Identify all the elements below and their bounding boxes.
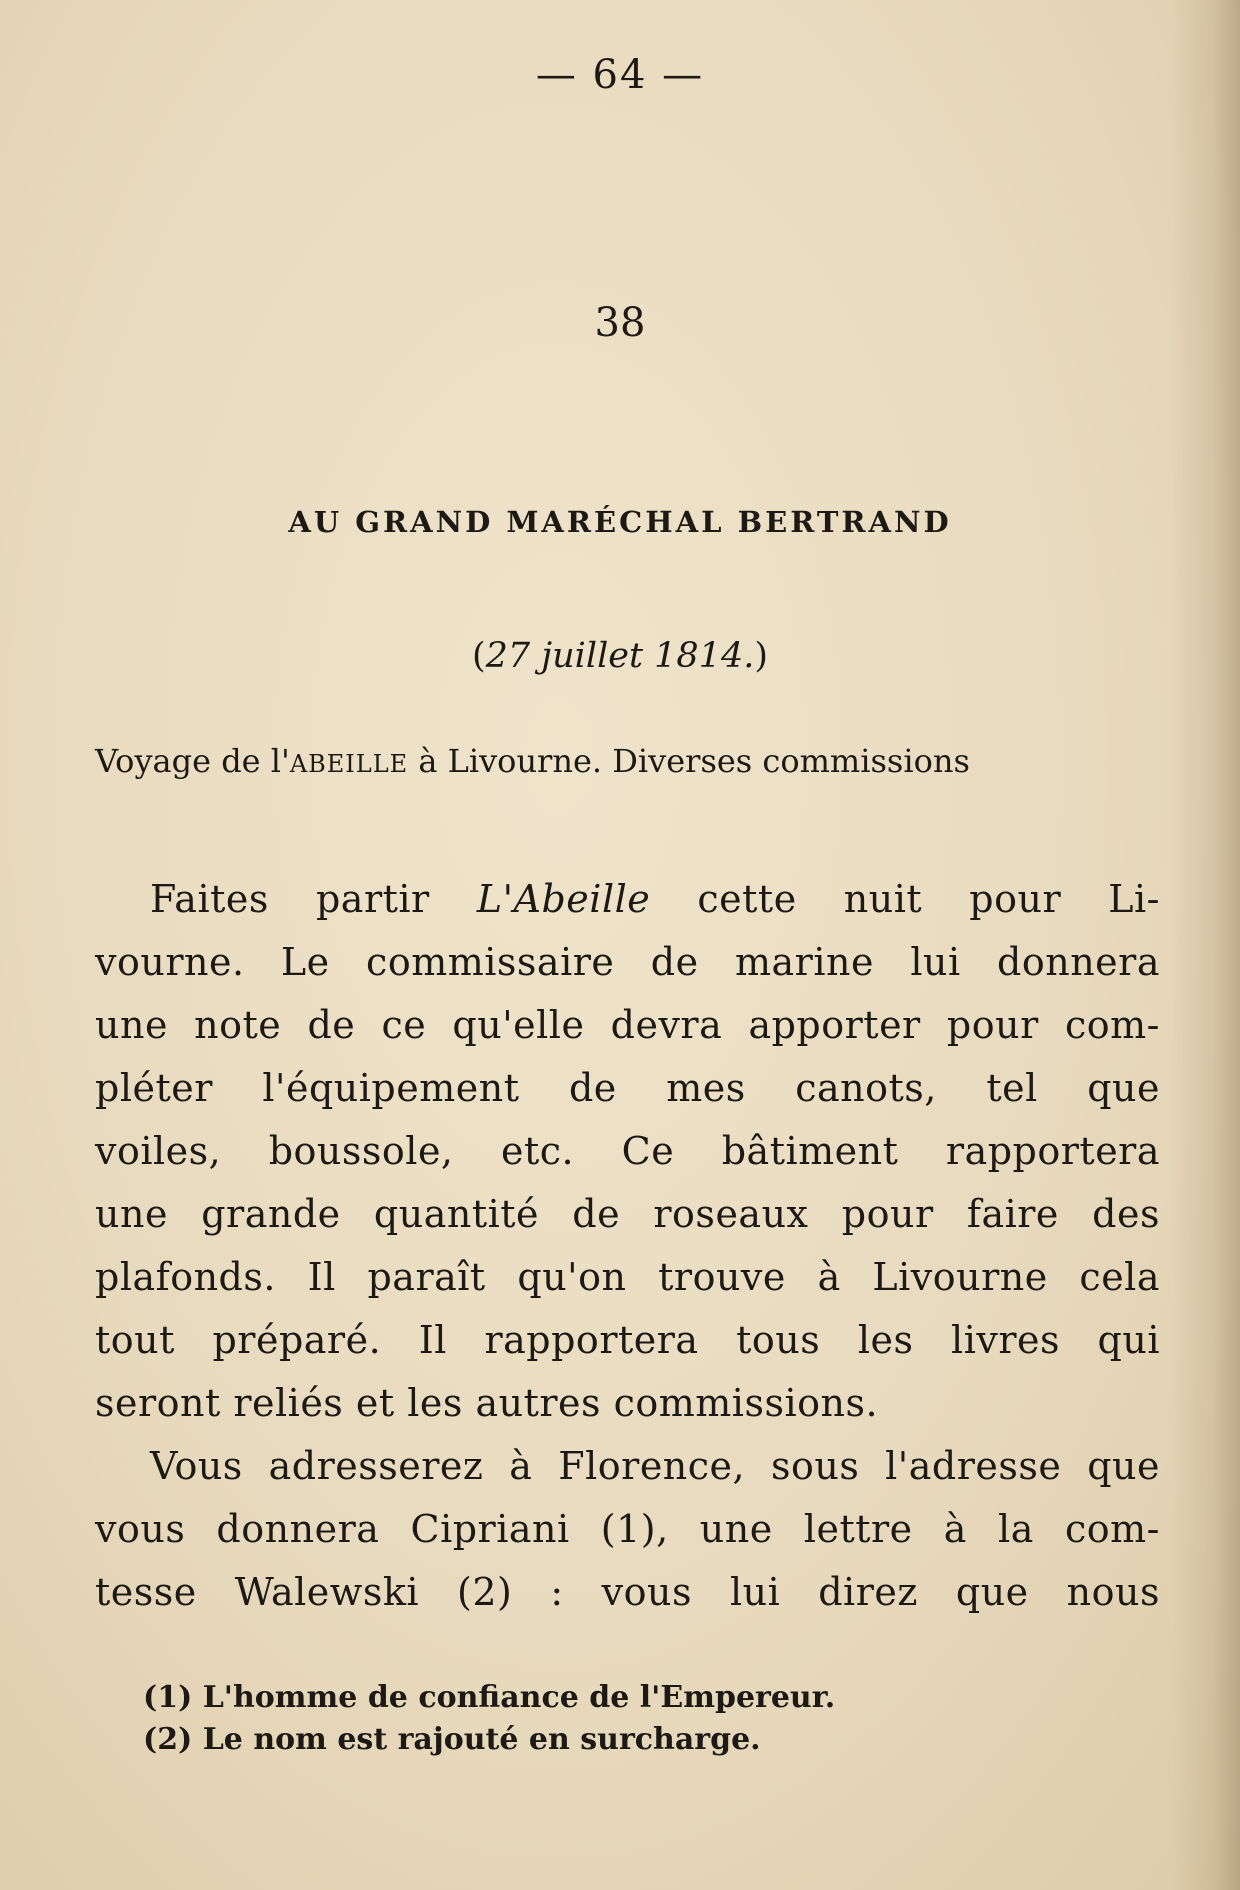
date-close-paren: ) [754, 636, 769, 676]
footnotes [143, 1677, 1153, 1761]
body-line [95, 868, 1160, 931]
date-text: 27 juillet 1814. [485, 636, 755, 676]
body-line: une grande quantité de roseaux pour faire des [95, 1192, 1160, 1236]
body-line: voiles, boussole, etc. Ce bâtiment rapportera [95, 1129, 1160, 1173]
body-line: une note de ce qu'elle devra apporter pour com- [95, 1003, 1160, 1047]
page-edge-shadow [1170, 0, 1240, 1890]
footnote-2: (2) Le nom est rajouté en surcharge. [143, 1722, 761, 1757]
body-line: pléter l'équipement de mes canots, tel que [95, 1066, 1160, 1110]
letter-number: 38 [594, 300, 646, 346]
body-line: tout préparé. Il rapportera tous les livres qui [95, 1318, 1160, 1362]
footnote-1: (1) L'homme de confiance de l'Empereur. [143, 1680, 836, 1715]
line1-start: Faites partir [150, 877, 477, 921]
letter-date [0, 636, 1240, 676]
body-line: vous donnera Cipriani (1), une lettre à la com- [95, 1507, 1160, 1551]
body-line: Vous adresserez à Florence, sous l'adresse que [150, 1444, 1160, 1488]
letter-addressee: AU GRAND MARÉCHAL BERTRAND [288, 505, 952, 539]
body-line: seront reliés et les autres commissions. [95, 1381, 879, 1425]
page-number: — 64 — [535, 52, 705, 98]
line1-ship-name: L'Abeille [476, 877, 651, 921]
summary-after: à Livourne. Diverses commissions [408, 742, 970, 780]
line1-end: cette nuit pour Li- [650, 877, 1161, 921]
body-line: tesse Walewski (2) : vous lui direz que nous [95, 1570, 1160, 1614]
body-line: plafonds. Il paraît qu'on trouve à Livourne cela [95, 1255, 1160, 1299]
letter-summary [95, 742, 1155, 780]
letter-body [95, 868, 1160, 1624]
date-open-paren: ( [471, 636, 486, 676]
summary-before: Voyage de l' [95, 742, 290, 780]
body-line: vourne. Le commissaire de marine lui donnera [95, 940, 1160, 984]
summary-ship-name: ABEILLE [289, 750, 409, 778]
